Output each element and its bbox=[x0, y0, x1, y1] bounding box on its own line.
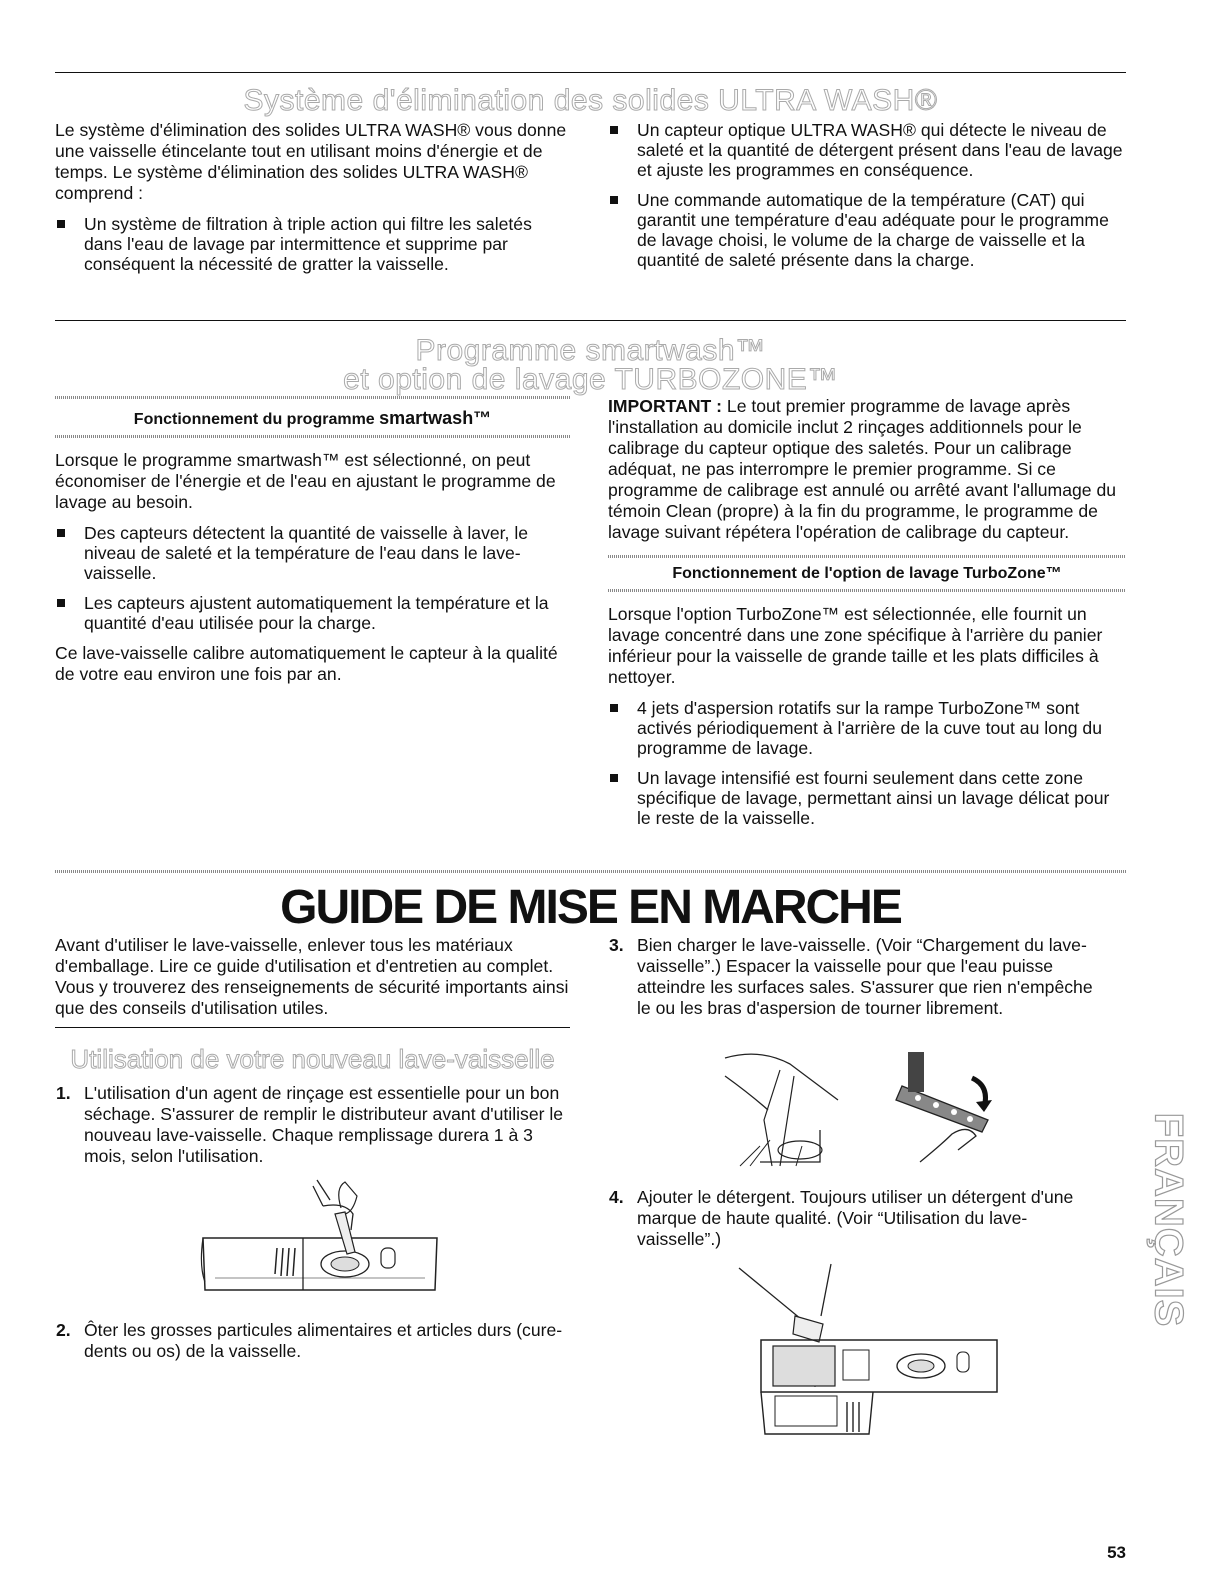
rinse-aid-dispenser-illustration bbox=[195, 1178, 445, 1303]
guide-subtitle: Utilisation de votre nouveau lave-vaisselle bbox=[70, 1044, 555, 1074]
bullet-square-icon bbox=[610, 196, 618, 204]
section1-title: Système d'élimination des solides ULTRA WASH® bbox=[243, 84, 938, 117]
heading-text: Fonctionnement de l'option de lavage TurboZone™ bbox=[672, 565, 1062, 582]
guide-intro: Avant d'utiliser le lave-vaisselle, enlever tous les matériaux d'emballage. Lire ce guide d'utilisation et d'entretien au complet. Vous y trouverez des renseignements de sécurité importants ainsi que des conseils d'utilisation utiles. bbox=[55, 935, 569, 1018]
bullet-square-icon bbox=[610, 774, 618, 782]
bullet-square-icon bbox=[610, 126, 618, 134]
section2-right-column bbox=[608, 396, 1126, 828]
smartwash-intro: Lorsque le programme smartwash™ est sélectionné, on peut économiser de l'énergie et de l'eau en ajustant le programme de lavage au besoin. bbox=[55, 450, 556, 512]
page-number: 53 bbox=[1107, 1543, 1126, 1562]
bullet-text: Un lavage intensifié est fourni seulement dans cette zone spécifique de lavage, permettant ainsi un lavage délicat pour le reste de la vaisselle. bbox=[637, 768, 1110, 828]
bullet-square-icon bbox=[57, 529, 65, 537]
step-number: 4. bbox=[609, 1187, 624, 1207]
loading-and-spray-arm-illustration bbox=[720, 1050, 1020, 1170]
section2-left-column bbox=[55, 396, 570, 685]
smartwash-outro: Ce lave-vaisselle calibre automatiquement le capteur à la qualité de votre eau environ une fois par an. bbox=[55, 643, 558, 684]
bullet-text: Des capteurs détectent la quantité de vaisselle à laver, le niveau de saleté et la température de l'eau dans le lave-vaisselle. bbox=[84, 523, 529, 583]
bullet-square-icon bbox=[610, 704, 618, 712]
bullet-text: 4 jets d'aspersion rotatifs sur la rampe TurboZone™ sont activés périodiquement à l'arrière de la cuve tout au long du programme de lavage. bbox=[637, 698, 1102, 758]
heading-strong: smartwash™ bbox=[379, 408, 492, 428]
guide-step3-block bbox=[608, 935, 1098, 1019]
section1-bullet-1 bbox=[55, 214, 570, 274]
guide-left-column bbox=[55, 935, 570, 1167]
section1-intro: Le système d'élimination des solides ULTRA WASH® vous donne une vaisselle étincelante tout en utilisant moins d'énergie et de temps. Le système d'élimination des solides ULTRA WASH® comprend : bbox=[55, 120, 567, 203]
section1-bullet-3 bbox=[608, 190, 1126, 270]
section2-title-line2: et option de lavage TURBOZONE™ bbox=[343, 363, 838, 396]
bullet-text: Un capteur optique ULTRA WASH® qui détecte le niveau de saleté et la quantité de détergent présent dans l'eau de lavage et ajuste les programmes en conséquence. bbox=[637, 120, 1123, 180]
bullet-text: Une commande automatique de la température (CAT) qui garantit une température d'eau adéquate pour le programme de lavage choisi, le volume de la charge de vaisselle et la quantité de saleté présente dans la charge. bbox=[637, 190, 1109, 270]
guide-step2-block bbox=[55, 1320, 570, 1362]
step-text: Bien charger le lave-vaisselle. (Voir “Chargement du lave-vaisselle”.) Espacer la vaisselle pour que l'eau puisse atteindre les surfaces sales. S'assurer que rien n'empêche le ou les bras d'aspersion de tourner librement. bbox=[637, 935, 1093, 1018]
section1-right-column bbox=[608, 120, 1126, 270]
turbozone-bullet-2 bbox=[608, 768, 1126, 828]
important-note bbox=[608, 396, 1126, 543]
step-4 bbox=[608, 1187, 1098, 1250]
side-tab-label: FRANÇAIS bbox=[1146, 1112, 1191, 1328]
bullet-square-icon bbox=[57, 220, 65, 228]
smartwash-bullet-1 bbox=[55, 523, 570, 583]
heading-band-bottom bbox=[55, 435, 570, 438]
turbozone-intro: Lorsque l'option TurboZone™ est sélectionnée, elle fournit un lavage concentré dans une zone spécifique à l'arrière du panier inférieur pour la vaisselle de grande taille et les plats difficiles à nettoyer. bbox=[608, 604, 1103, 687]
bullet-square-icon bbox=[57, 599, 65, 607]
section2-rule bbox=[55, 320, 1126, 321]
smartwash-bullet-2 bbox=[55, 593, 570, 633]
important-label: IMPORTANT : bbox=[608, 396, 723, 416]
detergent-dispenser-illustration bbox=[735, 1262, 1005, 1442]
heading-text: Fonctionnement du programme bbox=[133, 411, 380, 428]
language-side-tab bbox=[1138, 1070, 1198, 1370]
step-number: 2. bbox=[56, 1320, 71, 1340]
bullet-text: Un système de filtration à triple action qui filtre les saletés dans l'eau de lavage par intermittence et supprime par conséquent la nécessité de gratter la vaisselle. bbox=[84, 214, 532, 274]
bullet-text: Les capteurs ajustent automatiquement la température et la quantité d'eau utilisée pour la charge. bbox=[84, 593, 549, 633]
step-1 bbox=[55, 1083, 570, 1167]
smartwash-heading bbox=[55, 408, 570, 429]
guide-title: GUIDE DE MISE EN MARCHE bbox=[280, 881, 901, 934]
step-number: 1. bbox=[56, 1083, 71, 1103]
step-2 bbox=[55, 1320, 570, 1362]
step-text: Ajouter le détergent. Toujours utiliser un détergent d'une marque de haute qualité. (Voir “Utilisation du lave-vaisselle”.) bbox=[637, 1187, 1074, 1249]
heading-band-top bbox=[55, 396, 570, 399]
step-text: Ôter les grosses particules alimentaires et articles durs (cure-dents ou os) de la vaisselle. bbox=[84, 1320, 563, 1361]
section2-title-line1: Programme smartwash™ bbox=[415, 334, 766, 367]
heading-band-bottom bbox=[608, 589, 1126, 592]
heading-band-top bbox=[608, 555, 1126, 558]
guide-step4-block bbox=[608, 1187, 1098, 1250]
step-number: 3. bbox=[609, 935, 624, 955]
turbozone-bullet-1 bbox=[608, 698, 1126, 758]
step-3 bbox=[608, 935, 1098, 1019]
guide-band bbox=[55, 870, 1126, 873]
top-rule bbox=[55, 72, 1126, 73]
guide-subrule bbox=[55, 1027, 570, 1028]
turbozone-heading bbox=[608, 565, 1126, 583]
section1-left-column bbox=[55, 120, 570, 274]
important-text: Le tout premier programme de lavage après l'installation au domicile inclut 2 rinçages additionnels pour le calibrage du capteur optique des saletés. Pour un calibrage adéquat, ne pas interrompre le premier programme. Si ce programme de calibrage est annulé ou arrêté avant l'allumage du témoin Clean (propre) à la fin du programme, le programme de lavage suivant répétera l'opération de calibrage du capteur. bbox=[608, 396, 1117, 542]
section1-bullet-2 bbox=[608, 120, 1126, 180]
step-text: L'utilisation d'un agent de rinçage est essentielle pour un bon séchage. S'assurer de remplir le distributeur avant d'utiliser le nouveau lave-vaisselle. Chaque remplissage durera 1 à 3 mois, selon l'utilisation. bbox=[84, 1083, 564, 1166]
